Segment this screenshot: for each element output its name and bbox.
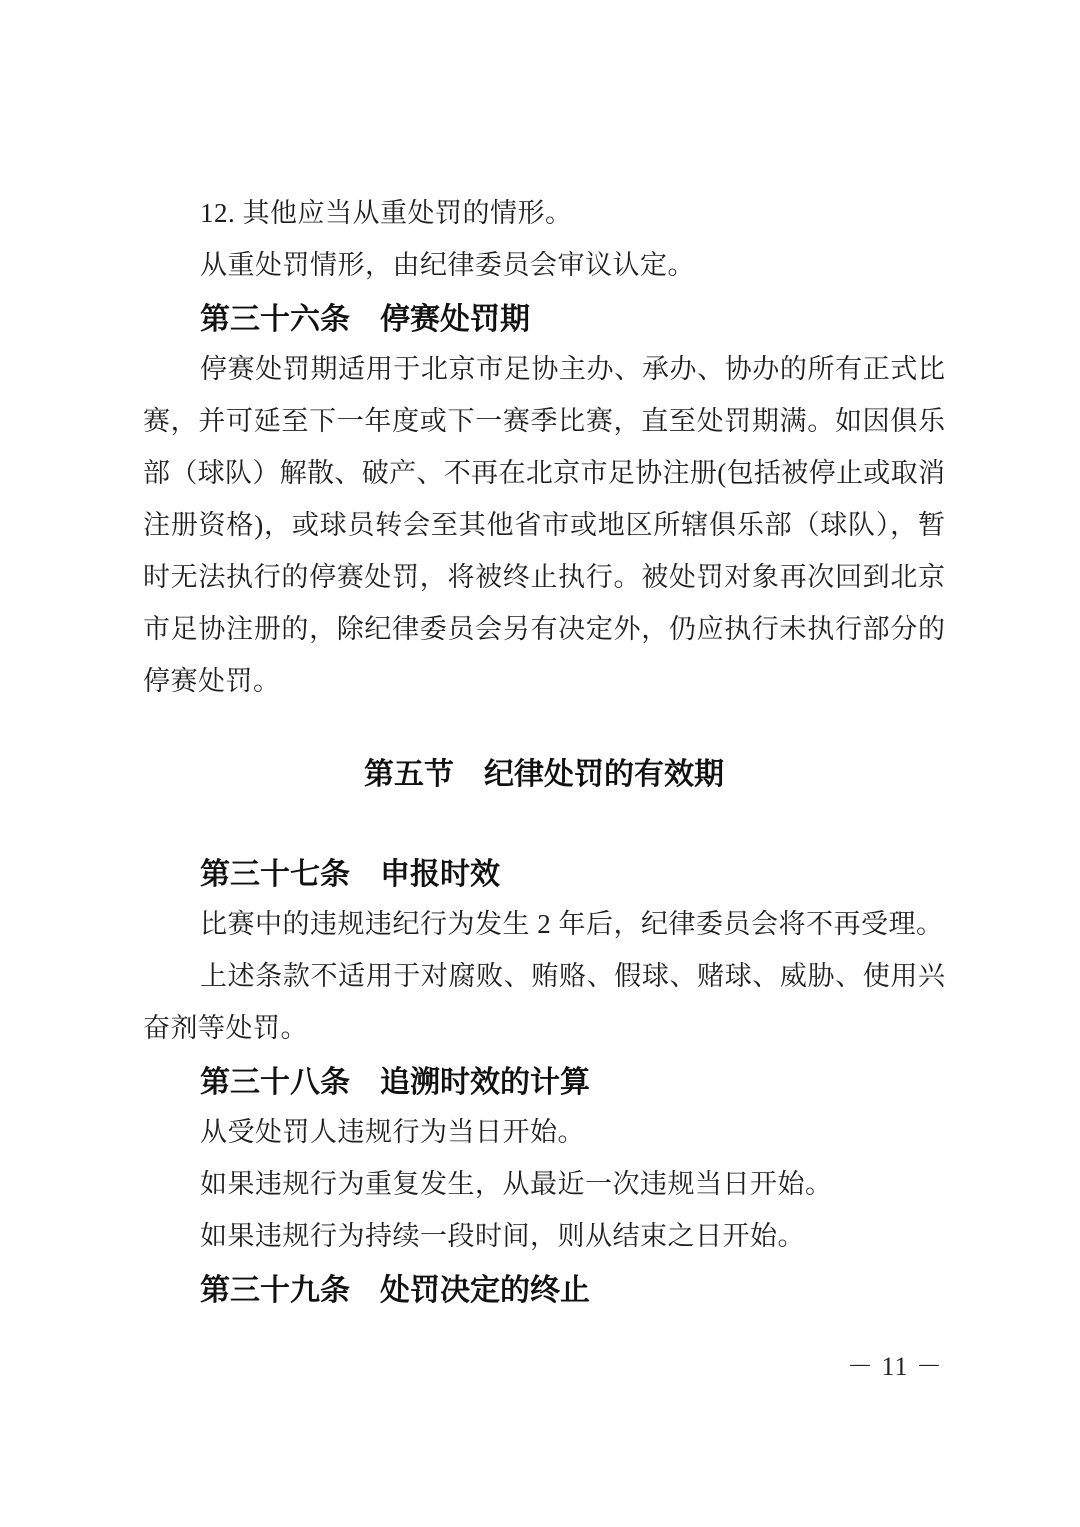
text-line: 赛，并可延至下一年度或下一赛季比赛，直至处罚期满。如因俱乐 (143, 406, 945, 436)
text-line: 上述条款不适用于对腐败、贿赂、假球、赌球、威胁、使用兴 (200, 961, 945, 991)
article-heading: 第三十六条 停赛处罚期 (200, 303, 530, 336)
article-heading: 第三十八条 追溯时效的计算 (200, 1066, 590, 1099)
text-line: 奋剂等处罚。 (143, 1013, 308, 1043)
text-line: 从重处罚情形，由纪律委员会审议认定。 (200, 250, 695, 280)
text-line: 停赛处罚期适用于北京市足协主办、承办、协办的所有正式比 (200, 354, 945, 384)
text-line: 比赛中的违规违纪行为发生 2 年后，纪律委员会将不再受理。 (200, 909, 944, 939)
text-line: 12. 其他应当从重处罚的情形。 (200, 198, 573, 228)
article-heading: 第三十七条 申报时效 (200, 858, 500, 891)
section-heading: 第五节 纪律处罚的有效期 (364, 758, 724, 791)
text-line: 如果违规行为重复发生，从最近一次违规当日开始。 (200, 1169, 833, 1199)
text-line: 注册资格)，或球员转会至其他省市或地区所辖俱乐部（球队），暂 (143, 510, 945, 540)
text-line: 时无法执行的停赛处罚，将被终止执行。被处罚对象再次回到北京 (143, 562, 945, 592)
text-line: 市足协注册的，除纪律委员会另有决定外，仍应执行未执行部分的 (143, 614, 945, 644)
text-line: 如果违规行为持续一段时间，则从结束之日开始。 (200, 1221, 805, 1251)
page-number: － 11 － (846, 1352, 943, 1381)
text-line: 部（球队）解散、破产、不再在北京市足协注册(包括被停止或取消 (143, 458, 945, 488)
article-heading: 第三十九条 处罚决定的终止 (200, 1274, 590, 1307)
text-line: 从受处罚人违规行为当日开始。 (200, 1117, 585, 1147)
text-line: 停赛处罚。 (143, 666, 281, 696)
